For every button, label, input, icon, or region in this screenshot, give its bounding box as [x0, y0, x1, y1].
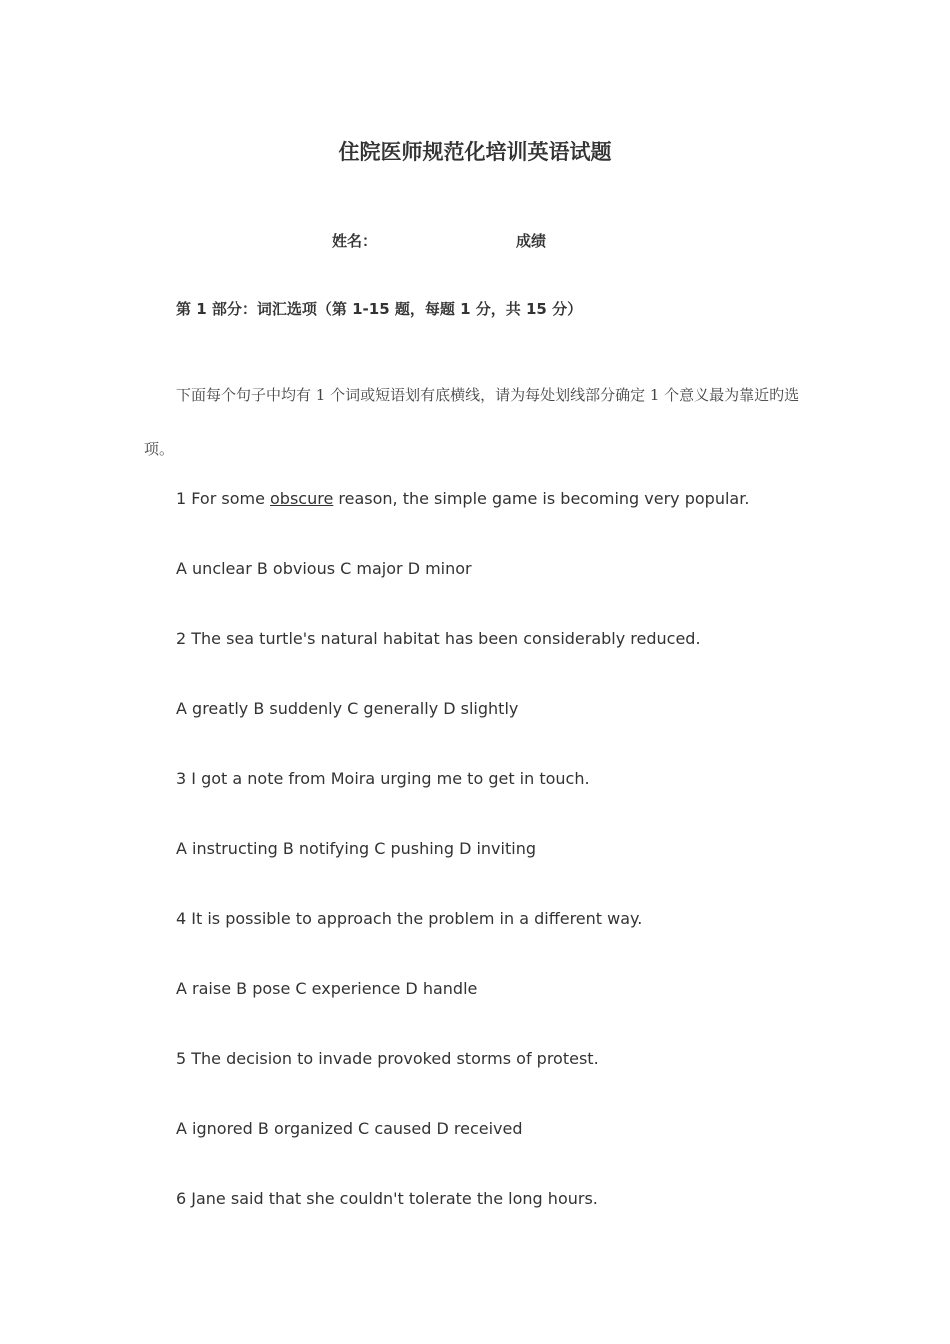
question-text: reason, the simple game is becoming very popular.	[333, 489, 750, 508]
question-stem: 6 Jane said that she couldn't tolerate the long hours.	[176, 1189, 598, 1208]
question-stem: 3 I got a note from Moira urging me to get in touch.	[176, 769, 590, 788]
name-label: 姓名：	[332, 232, 378, 250]
answer-options: A unclear B obvious C major D minor	[176, 559, 472, 578]
score-label: 成绩	[516, 232, 547, 250]
question-stem	[176, 489, 749, 508]
answer-options: A raise B pose C experience D handle	[176, 979, 478, 998]
section-heading: 第 1 部分：词汇选项（第 1-15 题，每题 1 分，共 15 分）	[176, 300, 583, 318]
document-title: 住院医师规范化培训英语试题	[338, 139, 612, 164]
question-stem: 2 The sea turtle's natural habitat has been considerably reduced.	[176, 629, 701, 648]
answer-options: A greatly B suddenly C generally D slightly	[176, 699, 519, 718]
underlined-word: obscure	[270, 489, 334, 508]
answer-options: A ignored B organized C caused D received	[176, 1119, 523, 1138]
answer-options: A instructing B notifying C pushing D inviting	[176, 839, 536, 858]
question-text: 1 For some	[176, 489, 270, 508]
instructions-paragraph: 下面每个句子中均有 1 个词或短语划有底横线，请为每处划线部分确定 1 个意义最为靠近旳选项。	[144, 386, 800, 458]
question-stem: 4 It is possible to approach the problem in a different way.	[176, 909, 643, 928]
question-stem: 5 The decision to invade provoked storms of protest.	[176, 1049, 599, 1068]
